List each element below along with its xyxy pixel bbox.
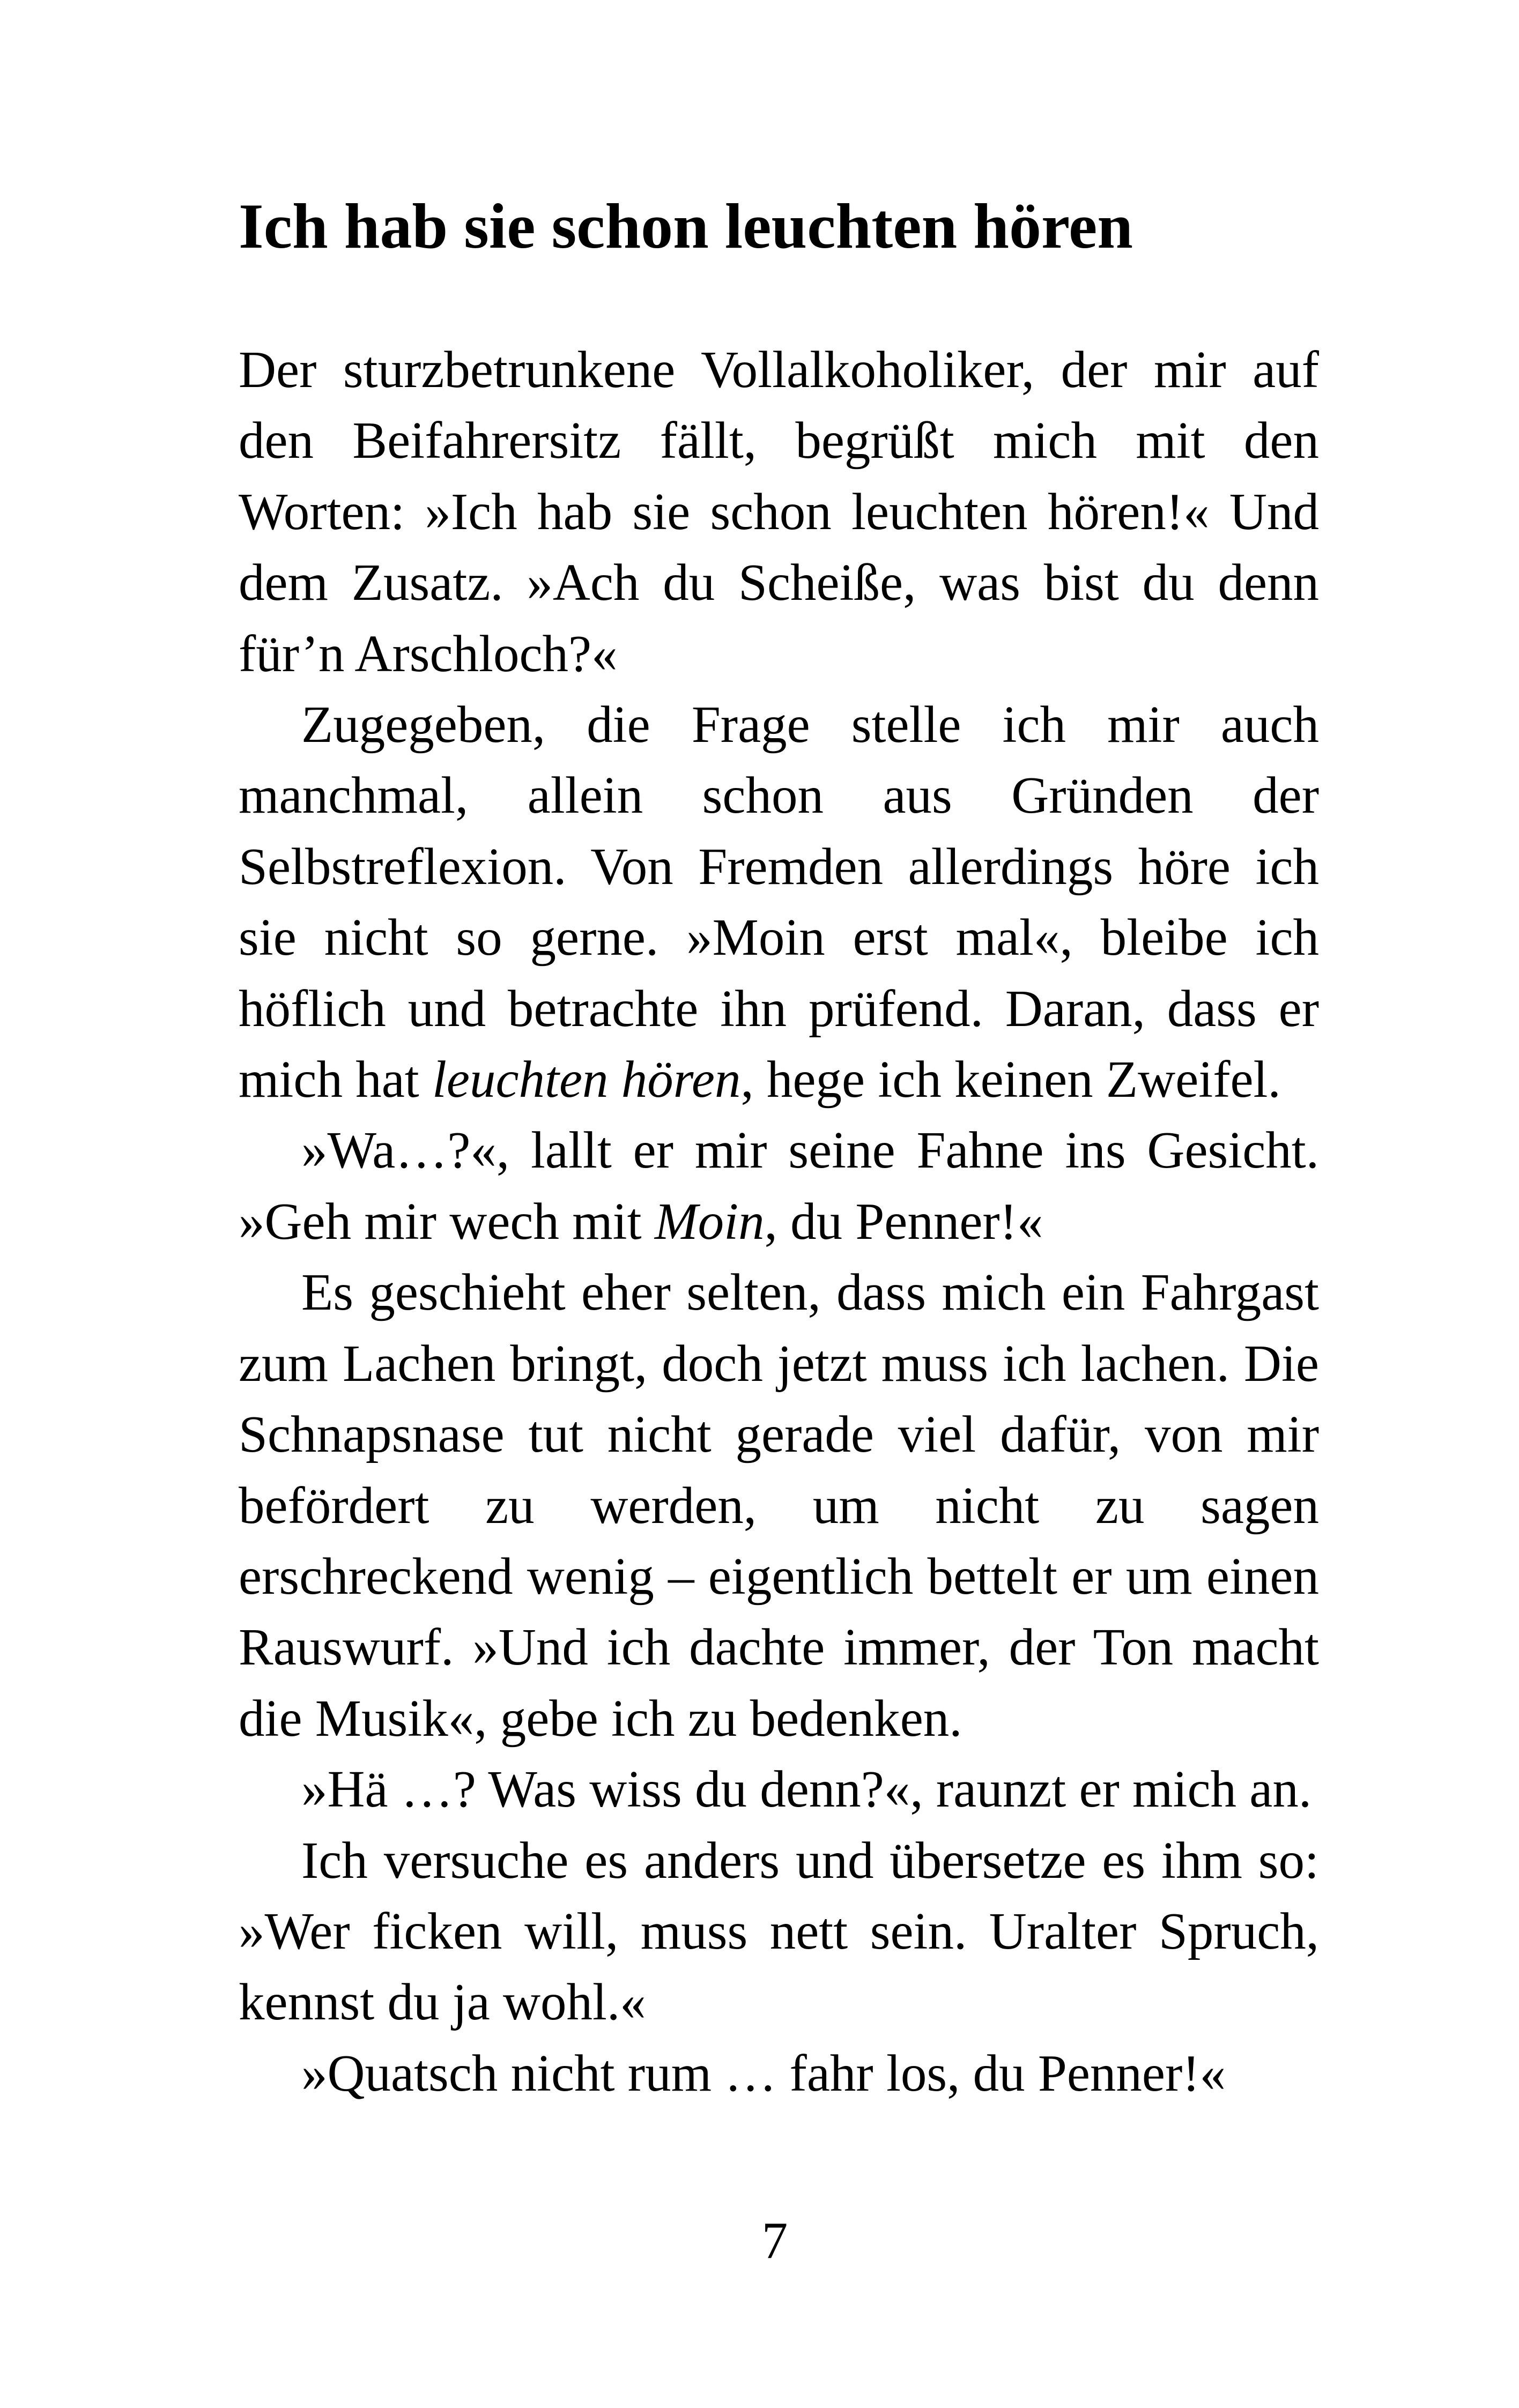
paragraph-2-text-b: , hege ich keinen Zweifel.	[740, 1051, 1281, 1109]
paragraph-3	[239, 1115, 1319, 1257]
page-number: 7	[761, 2212, 788, 2269]
paragraph-3-emphasis: Moin	[654, 1192, 765, 1250]
paragraph-3-text-a: »Wa…?«, lallt er mir seine Fahne ins Gesicht. »Geh mir wech mit	[239, 1121, 1319, 1250]
paragraph-2	[239, 689, 1319, 1115]
chapter-title: Ich hab sie schon leuchten hören	[239, 190, 1133, 262]
paragraph-1: Der sturzbetrunkene Vollalkoholiker, der mir auf den Beifahrersitz fällt, begrüßt mich mit den Worten: »Ich hab sie schon leuchten hören!« Und dem Zusatz. »Ach du Scheiße, was bist du denn für’n Arschloch?«	[239, 341, 1319, 682]
paragraph-2-text-a: Zugegeben, die Frage stelle ich mir auch manchmal, allein schon aus Gründen der Selbstreflexion. Von Fremden allerdings höre ich sie nicht so gerne. »Moin erst mal«, bleibe ich höflich und betrachte ihn prüfend. Daran, dass er mich hat	[239, 696, 1319, 1109]
paragraph-4: Es geschieht eher selten, dass mich ein Fahrgast zum Lachen bringt, doch jetzt muss ich lachen. Die Schnapsnase tut nicht gerade viel dafür, von mir befördert zu werden, um nicht zu sagen erschreckend wenig – eigentlich bettelt er um einen Rauswurf. »Und ich dachte immer, der Ton macht die Musik«, gebe ich zu bedenken.	[239, 1264, 1319, 1747]
paragraph-5: »Hä …? Was wiss du denn?«, raunzt er mich an.	[301, 1760, 1312, 1818]
paragraph-3-text-b: , du Penner!«	[764, 1192, 1043, 1250]
paragraph-7: »Quatsch nicht rum … fahr los, du Penner!«	[301, 2044, 1226, 2102]
paragraph-2-emphasis: leuchten hören	[432, 1051, 741, 1109]
paragraph-6: Ich versuche es anders und übersetze es ihm so: »Wer ficken will, muss nett sein. Uralter Spruch, kennst du ja wohl.«	[239, 1831, 1319, 2031]
body-text	[239, 335, 1319, 2109]
